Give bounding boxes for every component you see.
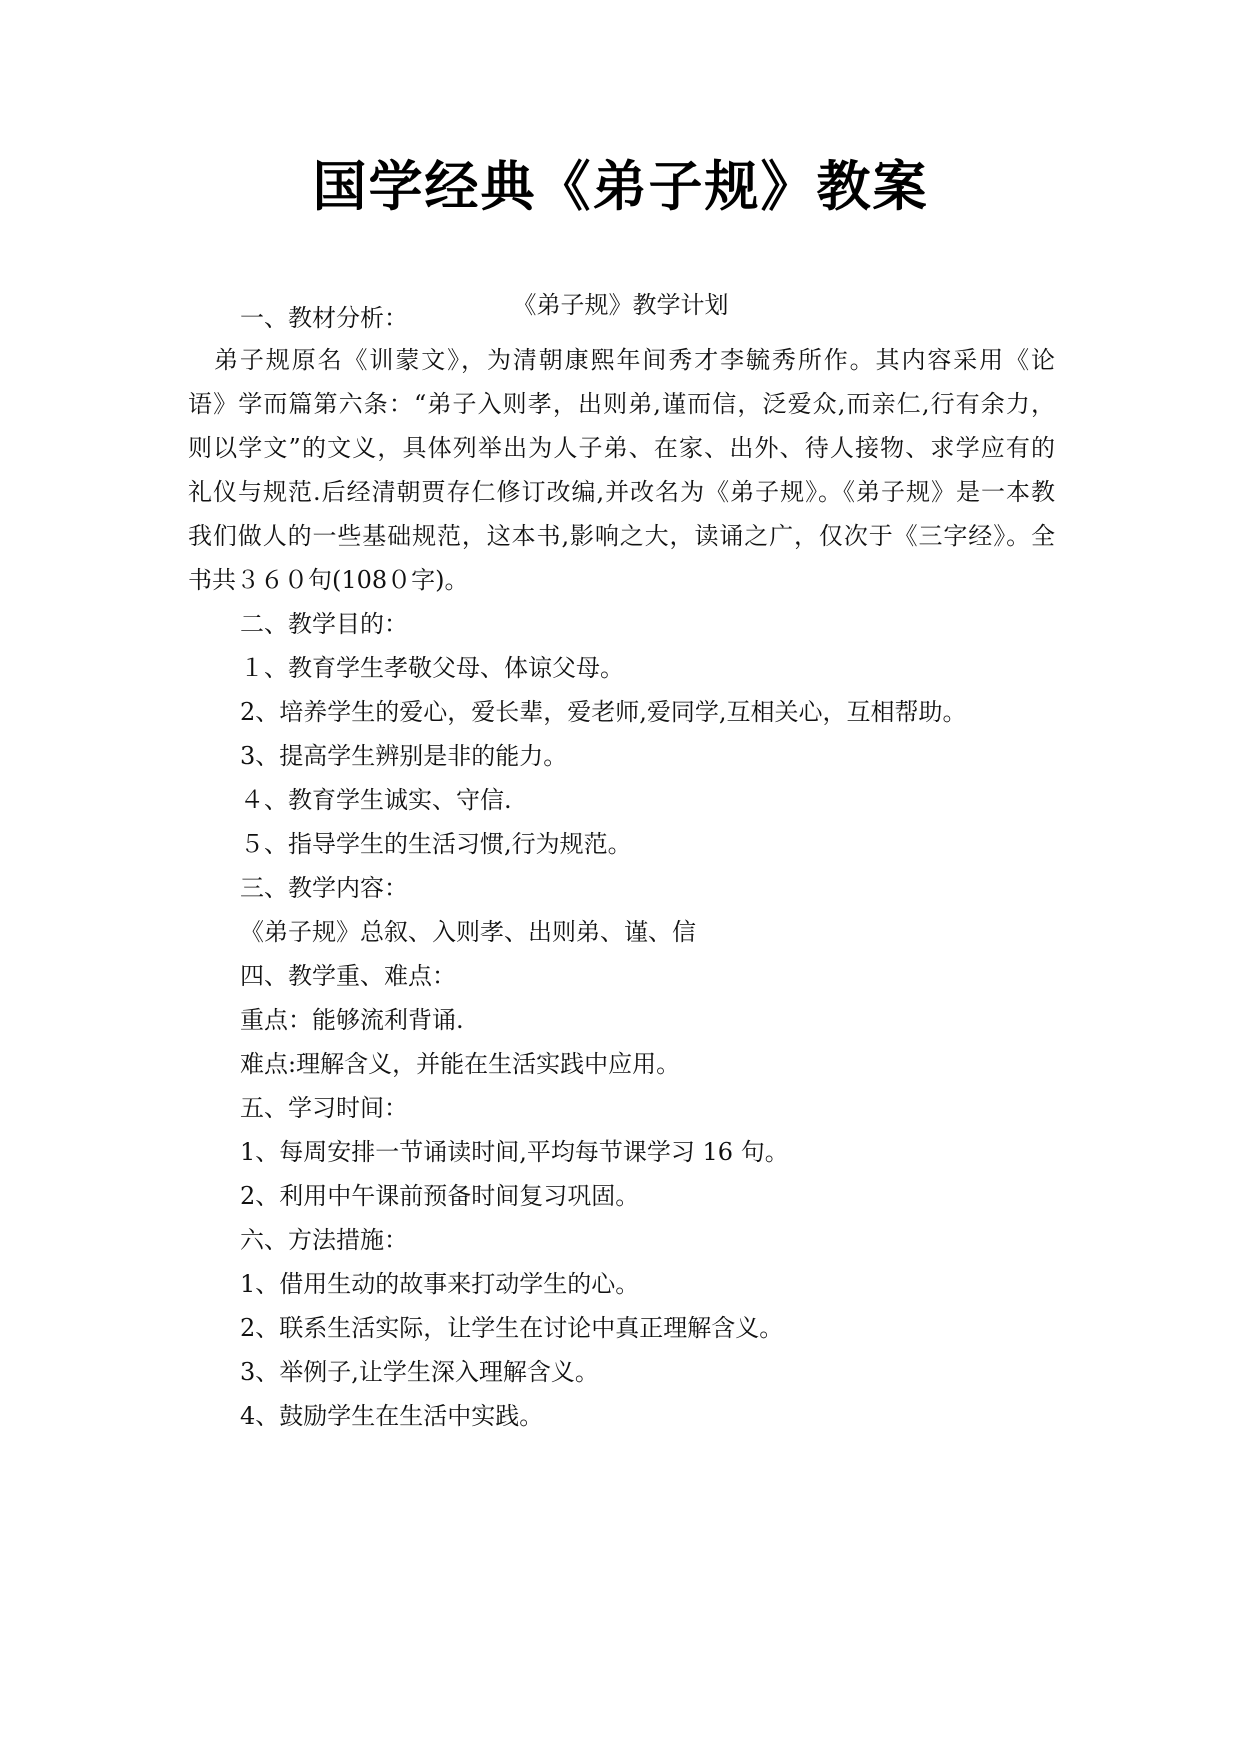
- goal-item-5: ５、指导学生的生活习惯,行为规范。: [240, 830, 632, 858]
- analysis-line-2: 语》学而篇第六条：“弟子入则孝，出则弟,谨而信，泛爱众,而亲仁,行有余力，: [188, 390, 1055, 418]
- goal-item-2: 2、培养学生的爱心，爱长辈，爱老师,爱同学,互相关心，互相帮助。: [240, 698, 967, 726]
- goal-item-4: ４、教育学生诚实、守信.: [240, 786, 512, 814]
- section-heading-methods: 六、方法措施：: [240, 1226, 408, 1254]
- method-item-4: 4、鼓励学生在生活中实践。: [240, 1402, 544, 1430]
- keypoint-key: 重点：能够流利背诵.: [240, 1006, 464, 1034]
- content-text: 《弟子规》总叙、入则孝、出则弟、谨、信: [240, 918, 696, 946]
- section-heading-keypoints: 四、教学重、难点：: [240, 962, 456, 990]
- section-heading-analysis: 一、教材分析：: [240, 304, 408, 332]
- method-item-1: 1、借用生动的故事来打动学生的心。: [240, 1270, 640, 1298]
- section-heading-content: 三、教学内容：: [240, 874, 408, 902]
- goal-item-3: 3、提高学生辨别是非的能力。: [240, 742, 568, 770]
- document-title: 国学经典《弟子规》教案: [312, 155, 929, 218]
- method-item-2: 2、联系生活实际，让学生在讨论中真正理解含义。: [240, 1314, 784, 1342]
- schedule-item-2: 2、利用中午课前预备时间复习巩固。: [240, 1182, 640, 1210]
- analysis-line-6: 书共３６０句(108０字)。: [188, 566, 469, 594]
- section-heading-schedule: 五、学习时间：: [240, 1094, 408, 1122]
- goal-item-1: １、教育学生孝敬父母、体谅父母。: [240, 654, 624, 682]
- schedule-item-1: 1、每周安排一节诵读时间,平均每节课学习 16 句。: [240, 1138, 789, 1166]
- keypoint-difficult: 难点:理解含义，并能在生活实践中应用。: [240, 1050, 681, 1078]
- section-heading-goals: 二、教学目的：: [240, 610, 408, 638]
- method-item-3: 3、举例子,让学生深入理解含义。: [240, 1358, 599, 1386]
- analysis-line-5: 我们做人的一些基础规范，这本书,影响之大，读诵之广，仅次于《三字经》。全: [188, 522, 1055, 550]
- analysis-line-4: 礼仪与规范.后经清朝贾存仁修订改编,并改名为《弟子规》。《弟子规》是一本教: [188, 478, 1055, 506]
- analysis-line-3: 则以学文”的文义，具体列举出为人子弟、在家、出外、待人接物、求学应有的: [188, 434, 1055, 462]
- plan-heading: 《弟子规》教学计划: [512, 291, 729, 319]
- analysis-line-1: 弟子规原名《训蒙文》，为清朝康熙年间秀才李毓秀所作。其内容采用《论: [214, 346, 1055, 374]
